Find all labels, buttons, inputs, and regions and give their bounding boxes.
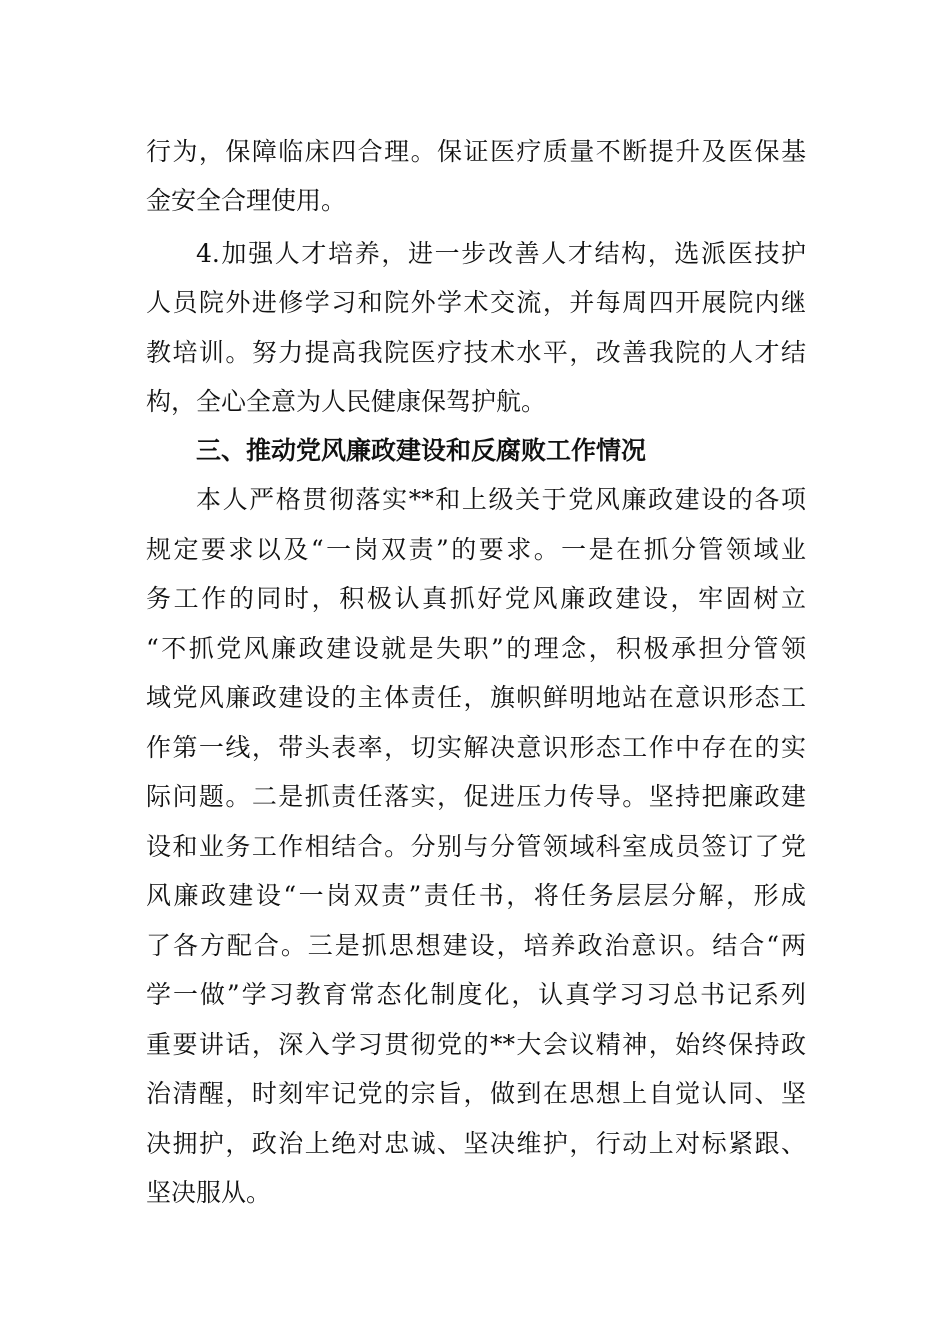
paragraph-line: 学一做”学习教育常态化制度化，认真学习习总书记系列 <box>146 980 806 1009</box>
paragraph-line: 了各方配合。三是抓思想建设，培养政治意识。结合“两 <box>146 931 806 960</box>
paragraph-line: 坚决服从。 <box>146 1178 272 1207</box>
paragraph-line: 教培训。努力提高我院医疗技术水平，改善我院的人才结 <box>146 338 806 367</box>
paragraph-line: 金安全合理使用。 <box>146 186 347 215</box>
paragraph-line: 作第一线，带头表率，切实解决意识形态工作中存在的实 <box>146 733 806 762</box>
paragraph-line: 风廉政建设“一岗双责”责任书，将任务层层分解，形成 <box>146 881 806 910</box>
paragraph-line: 4.加强人才培养，进一步改善人才结构，选派医技护 <box>196 239 806 268</box>
paragraph-line: 域党风廉政建设的主体责任，旗帜鲜明地站在意识形态工 <box>146 683 806 712</box>
paragraph-line: 本人严格贯彻落实**和上级关于党风廉政建设的各项 <box>196 485 806 514</box>
paragraph-line: 治清醒，时刻牢记党的宗旨，做到在思想上自觉认同、坚 <box>146 1079 806 1108</box>
paragraph-line: 人员院外进修学习和院外学术交流，并每周四开展院内继 <box>146 288 806 317</box>
paragraph-line: 际问题。二是抓责任落实，促进压力传导。坚持把廉政建 <box>146 782 806 811</box>
paragraph-line: 规定要求以及“一岗双责”的要求。一是在抓分管领域业 <box>146 535 806 564</box>
paragraph-line: 行为，保障临床四合理。保证医疗质量不断提升及医保基 <box>146 137 806 166</box>
paragraph-line: 决拥护，政治上绝对忠诚、坚决维护，行动上对标紧跟、 <box>146 1129 806 1158</box>
section-heading: 三、推动党风廉政建设和反腐败工作情况 <box>196 436 647 465</box>
paragraph-line: 设和业务工作相结合。分别与分管领域科室成员签订了党 <box>146 832 806 861</box>
paragraph-line: 重要讲话，深入学习贯彻党的**大会议精神，始终保持政 <box>146 1030 806 1059</box>
paragraph-line: 构，全心全意为人民健康保驾护航。 <box>146 387 547 416</box>
paragraph-line: “不抓党风廉政建设就是失职”的理念，积极承担分管领 <box>146 634 806 663</box>
paragraph-line: 务工作的同时，积极认真抓好党风廉政建设，牢固树立 <box>146 584 806 613</box>
